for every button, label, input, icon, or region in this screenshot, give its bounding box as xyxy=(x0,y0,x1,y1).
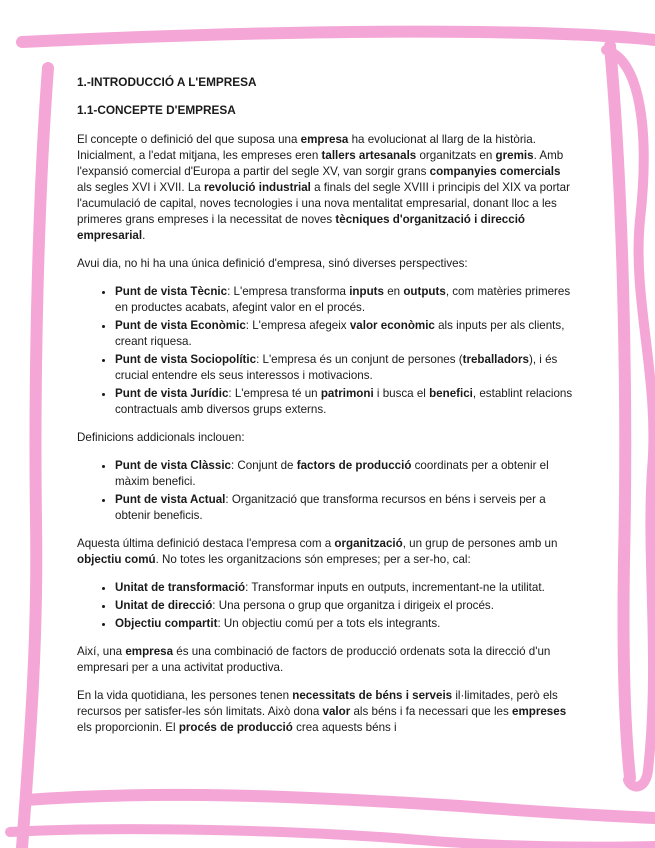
perspectives-list xyxy=(77,284,577,418)
text-run: i busca el xyxy=(373,387,430,400)
bold-term: tècniques d'organització i direcció empresarial xyxy=(77,213,525,242)
bold-term: organització xyxy=(334,537,403,550)
border-right-loop xyxy=(606,50,653,787)
list-item xyxy=(115,318,577,350)
border-top-stroke xyxy=(22,32,655,42)
section-title: 1.1-CONCEPTE D'EMPRESA xyxy=(77,103,236,117)
bold-term: Unitat de direcció xyxy=(115,599,213,612)
bold-term: gremis xyxy=(495,149,534,162)
text-run: Avui dia, no hi ha una única definició d'empresa, sinó diverses perspectives: xyxy=(77,257,468,270)
text-run: : Transformar inputs en outputs, incrementant-ne la utilitat. xyxy=(245,581,545,594)
text-run: a finals del segle XVIII i principis del XIX va portar l'acumulació de capital, noves tecnologies i una nova mentalitat empresarial, donant lloc a les primeres grans empreses i la necessitat de noves xyxy=(77,181,570,226)
bold-term: Objectiu compartit xyxy=(115,617,218,630)
bold-term: outputs xyxy=(403,285,446,298)
bold-term: tallers artesanals xyxy=(321,149,417,162)
text-run: il·limitades, però els recursos per satisfer-les són limitats. Això dona xyxy=(77,689,558,718)
list-item xyxy=(115,580,577,596)
text-run: als segles XVI i XVII. La xyxy=(77,181,204,194)
list-item xyxy=(115,352,577,384)
text-run: ha evolucionat al llarg de la història. Inicialment, a l'edat mitjana, les empreses eren xyxy=(77,133,536,162)
text-run: crea aquests béns i xyxy=(292,721,397,734)
text-run: . xyxy=(142,229,146,242)
list-item xyxy=(115,386,577,418)
text-run: : L'empresa afegeix xyxy=(245,319,350,332)
text-run: El concepte o definició del que suposa una xyxy=(77,133,301,146)
text-run: : Conjunt de xyxy=(230,459,297,472)
bold-term: Punt de vista Tècnic xyxy=(115,285,228,298)
bold-term: empresa xyxy=(125,645,174,658)
list-item xyxy=(115,598,577,614)
bold-term: Punt de vista Actual xyxy=(115,493,226,506)
text-run: . No totes les organitzacions són empreses; per a ser-ho, cal: xyxy=(155,553,471,566)
border-bottom-stroke xyxy=(26,795,655,818)
text-run: en xyxy=(383,285,404,298)
border-bottom-stroke-2 xyxy=(10,829,655,846)
text-run: , establint relacions contractuals amb diversos grups externs. xyxy=(115,387,573,416)
bold-term: factors de producció xyxy=(296,459,412,472)
text-run: , un grup de persones amb un xyxy=(402,537,558,550)
bold-term: empreses xyxy=(512,705,567,718)
requirements-list xyxy=(77,580,577,632)
text-run: : L'empresa té un xyxy=(228,387,321,400)
bold-term: Punt de vista Jurídic xyxy=(115,387,229,400)
paragraph-history xyxy=(77,132,577,244)
document-body xyxy=(77,74,577,748)
bold-term: empresa xyxy=(300,133,349,146)
paragraph-summary xyxy=(77,644,577,676)
paragraph-needs xyxy=(77,688,577,736)
text-run: Definicions addicionals inclouen: xyxy=(77,431,245,444)
text-run: : L'empresa és un conjunt de persones ( xyxy=(256,353,463,366)
list-item xyxy=(115,284,577,316)
list-item xyxy=(115,616,577,632)
border-left-stroke xyxy=(22,68,48,848)
paragraph-additional-intro xyxy=(77,430,577,446)
paragraph-organization xyxy=(77,536,577,568)
text-run: En la vida quotidiana, les persones tenen xyxy=(77,689,293,702)
text-run: . Amb l'expansió comercial d'Europa a partir del segle XV, van sorgir grans xyxy=(77,149,564,178)
bold-term: valor xyxy=(322,705,351,718)
bold-term: inputs xyxy=(349,285,384,298)
text-run: Així, una xyxy=(77,645,126,658)
bold-term: revolució industrial xyxy=(203,181,311,194)
text-run: als inputs per als clients, creant riquesa. xyxy=(115,319,565,348)
bold-term: Punt de vista Clàssic xyxy=(115,459,231,472)
text-run: ), i és crucial entendre els seus interessos i motivacions. xyxy=(115,353,558,382)
text-run: : Organització que transforma recursos en béns i serveis per a obtenir beneficis. xyxy=(115,493,546,522)
bold-term: benefici xyxy=(429,387,473,400)
bold-term: Punt de vista Sociopolític xyxy=(115,353,257,366)
text-run: : L'empresa transforma xyxy=(227,285,350,298)
bold-term: objectiu comú xyxy=(77,553,156,566)
bold-term: necessitats de béns i serveis xyxy=(292,689,453,702)
bold-term: Punt de vista Econòmic xyxy=(115,319,246,332)
text-run: : Un objectiu comú per a tots els integrants. xyxy=(217,617,441,630)
list-item xyxy=(115,492,577,524)
text-run: és una combinació de factors de producció ordenats sota la direcció d'un empresari per a una activitat productiva. xyxy=(77,645,551,674)
paragraph-perspectives-intro xyxy=(77,256,577,272)
text-run: Aquesta última definició destaca l'empresa com a xyxy=(77,537,335,550)
bold-term: valor econòmic xyxy=(349,319,435,332)
bold-term: procés de producció xyxy=(178,721,293,734)
border-right-stroke xyxy=(610,46,630,778)
text-run: als béns i fa necessari que les xyxy=(350,705,512,718)
additional-definitions-list xyxy=(77,458,577,524)
text-run: : Una persona o grup que organitza i dirigeix el procés. xyxy=(212,599,494,612)
page-title: 1.-INTRODUCCIÓ A L'EMPRESA xyxy=(77,75,257,89)
bold-term: companyies comercials xyxy=(429,165,561,178)
list-item xyxy=(115,458,577,490)
bold-term: treballadors xyxy=(462,353,529,366)
bold-term: Unitat de transformació xyxy=(115,581,246,594)
text-run: els proporcionin. El xyxy=(77,721,179,734)
bold-term: patrimoni xyxy=(320,387,374,400)
text-run: organitzats en xyxy=(416,149,496,162)
text-run: , com matèries primeres en productes acabats, afegint valor en el procés. xyxy=(115,285,571,314)
text-run: coordinats per a obtenir el màxim benefici. xyxy=(115,459,549,488)
